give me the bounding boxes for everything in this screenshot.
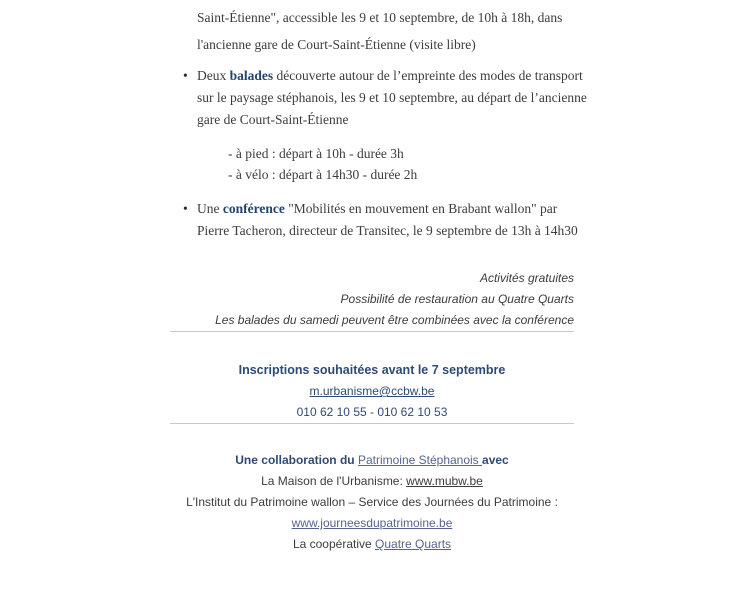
- collab-cooperative-line: [170, 534, 574, 555]
- conference-line-2: Pierre Tacheron, directeur de Transitec, le 9 septembre de 13h à 14h30: [197, 223, 578, 238]
- schedule-walk: - à pied : départ à 10h - durée 3h: [228, 146, 404, 161]
- intro-paragraph: [170, 4, 574, 58]
- list-item-balades: [170, 65, 587, 131]
- balades-line-2: sur le paysage stéphanois, les 9 et 10 septembre, au départ de l’ancienne: [197, 90, 587, 105]
- collab-lead-line: [170, 450, 574, 471]
- inscriptions-phones: 010 62 10 55 - 010 62 10 53: [296, 405, 448, 419]
- schedule-bike: - à vélo : départ à 14h30 - durée 2h: [228, 167, 418, 182]
- email-link[interactable]: m.urbanisme@ccbw.be: [309, 384, 435, 398]
- note-combined: Les balades du samedi peuvent être combinées avec la conférence: [215, 313, 574, 327]
- intro-line: Saint-Étienne", accessible les 9 et 10 septembre, de 10h à 18h, dans: [197, 10, 563, 25]
- collab-lead-bold: Une collaboration du: [235, 453, 358, 467]
- balades-line-1: [170, 65, 583, 87]
- bullet-icon: •: [183, 68, 188, 83]
- conference-keyword: conférence: [222, 201, 285, 216]
- collab-lead-avec: avec: [482, 453, 509, 467]
- balades-rest: découverte autour de l’empreinte des modes de transport: [273, 68, 583, 83]
- conference-prefix: Une: [197, 201, 223, 216]
- journees-patrimoine-link[interactable]: www.journeesdupatrimoine.be: [291, 516, 453, 530]
- collab-journees-line: [170, 513, 574, 534]
- bullet-icon: •: [183, 201, 188, 216]
- inscriptions-block: [170, 360, 574, 423]
- balades-schedule: [170, 143, 574, 185]
- practical-notes: [170, 268, 574, 331]
- collab-maison-line: [170, 471, 574, 492]
- divider: [170, 331, 574, 332]
- email-body: [170, 0, 587, 555]
- conference-line-1: [170, 198, 574, 220]
- cooperative-label: La coopérative: [292, 537, 376, 551]
- maison-urbanisme-label: La Maison de l'Urbanisme:: [261, 474, 407, 488]
- mubw-link[interactable]: www.mubw.be: [406, 474, 483, 488]
- patrimoine-stephanois-link[interactable]: Patrimoine Stéphanois: [357, 453, 483, 467]
- balades-prefix: Deux: [197, 68, 230, 83]
- note-free-activities: Activités gratuites: [479, 271, 574, 285]
- balades-line-3: gare de Court-Saint-Étienne: [197, 112, 349, 127]
- list-item-conference: [170, 198, 578, 242]
- intro-line: l'ancienne gare de Court-Saint-Étienne (visite libre): [197, 37, 476, 52]
- conference-rest: "Mobilités en mouvement en Brabant wallon" par: [284, 201, 558, 216]
- collaboration-block: [170, 450, 574, 555]
- balades-keyword: balades: [229, 68, 274, 83]
- note-catering: Possibilité de restauration au Quatre Quarts: [340, 292, 574, 306]
- divider: [170, 423, 574, 424]
- collab-institut-line: L'Institut du Patrimoine wallon – Service des Journées du Patrimoine :: [186, 495, 558, 509]
- quatre-quarts-link[interactable]: Quatre Quarts: [375, 537, 452, 551]
- inscriptions-email-line: [170, 381, 574, 402]
- inscriptions-title: Inscriptions souhaitées avant le 7 septembre: [238, 363, 506, 377]
